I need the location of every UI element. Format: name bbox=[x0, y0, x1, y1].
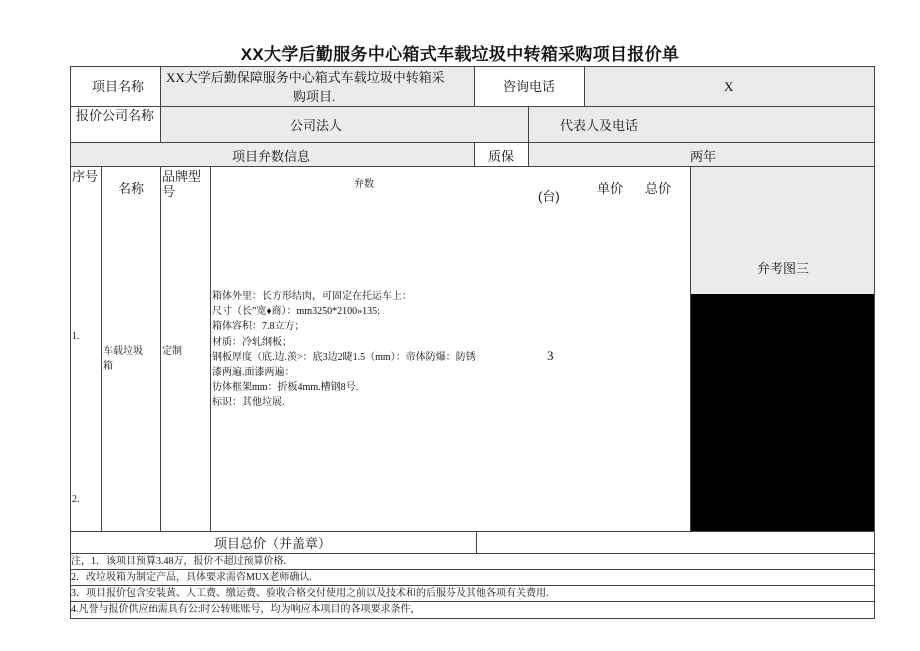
consult-phone-value: X bbox=[724, 79, 734, 94]
spec-line: 彷体框架mm：折板4mm.槽钢8号. bbox=[212, 382, 359, 394]
grid-line bbox=[528, 142, 529, 166]
spec-line: 漆两遍.面漆两遍： bbox=[212, 367, 295, 379]
spec-line: 材质：冷轧纲板； bbox=[212, 336, 292, 348]
grid-line bbox=[476, 531, 477, 553]
reference-image bbox=[690, 294, 874, 531]
grid-line bbox=[70, 66, 71, 618]
grid-line bbox=[70, 142, 875, 143]
col-total-price: 总价 bbox=[645, 181, 672, 196]
col-params: 弁数 bbox=[354, 179, 374, 190]
col-reference: 弁考图三 bbox=[757, 261, 810, 276]
col-brand-line2: 号 bbox=[162, 184, 176, 199]
grid-line bbox=[70, 166, 875, 167]
grid-line bbox=[70, 618, 875, 619]
col-qty-unit: (台) bbox=[538, 189, 560, 204]
col-brand-line1: 品牌型 bbox=[162, 169, 202, 184]
row-1-name-line2: 箱 bbox=[103, 361, 113, 372]
consult-phone-label: 咨询电话 bbox=[503, 79, 556, 94]
grid-line bbox=[70, 553, 875, 554]
row-1-qty: 3 bbox=[547, 348, 554, 363]
grid-line bbox=[70, 569, 875, 570]
grid-line bbox=[70, 531, 875, 532]
project-name-value-line2: 购项目. bbox=[293, 89, 336, 104]
spec-line: 尺寸（长”宽♦商）：mm3250*2100»135: bbox=[212, 306, 380, 318]
grid-line bbox=[70, 66, 875, 67]
grid-line bbox=[160, 66, 161, 142]
note-4: 4.凡誉与报价供应ffi需具有公:时公转账账号，均为响应本项目的各项要求条件， bbox=[71, 604, 421, 615]
grid-line bbox=[474, 66, 475, 106]
spec-line: 箱体容积：7.8立方； bbox=[212, 321, 305, 333]
warranty-label: 质保 bbox=[488, 149, 515, 164]
param-info-label: 项目弁数信息 bbox=[232, 149, 311, 164]
col-name: 名称 bbox=[118, 181, 145, 196]
quote-company-value-bg bbox=[160, 106, 874, 142]
row-1-brand: 定制 bbox=[162, 346, 182, 357]
row-2-seq: 2. bbox=[72, 494, 80, 505]
spec-line: 钢板厚度（底.边.羡>：底3边2睫1.5（mm）：帝体防爆：防锈 bbox=[212, 351, 476, 363]
col-unit-price: 单价 bbox=[597, 181, 624, 196]
grid-line bbox=[874, 66, 875, 618]
project-name-label: 项目名称 bbox=[92, 79, 145, 94]
grid-line bbox=[210, 166, 211, 531]
note-2: 2．改垃圾箱为制定产品，具体要求需咨MUX老师确认. bbox=[71, 572, 312, 583]
quote-company-label: 报价公司名称 bbox=[76, 108, 155, 123]
project-name-value-line1: XX大学后勤保障服务中心箱式车载垃圾中转箱采 bbox=[166, 70, 445, 85]
row-1-spec bbox=[212, 289, 524, 411]
grid-line bbox=[474, 142, 475, 166]
total-label: 项目总价（并盖章） bbox=[214, 536, 332, 551]
note-3: 3．项目报价包含安装黄、人工费、缴运费、验收合格交付使用之前以及技术和的后服芬及其他各项有关费用. bbox=[71, 588, 549, 599]
grid-line bbox=[101, 166, 102, 531]
page-title: XX大学后勤服务中心箱式车载垃圾中转箱采购项目报价单 bbox=[240, 45, 680, 64]
grid-line bbox=[70, 601, 875, 602]
note-1: 注，1．该项目预算3.48万，报价不超过预算价格. bbox=[71, 556, 286, 567]
col-seq: 序号 bbox=[72, 169, 99, 184]
grid-line bbox=[584, 66, 585, 106]
warranty-value: 两年 bbox=[690, 149, 717, 164]
spec-line: 箱体外里：长方形结肉，可固定在托运车上： bbox=[212, 291, 412, 302]
grid-line bbox=[690, 166, 691, 531]
row-1-name-line1: 车载垃圾 bbox=[103, 346, 143, 357]
grid-line bbox=[70, 585, 875, 586]
grid-line bbox=[528, 106, 529, 142]
grid-line bbox=[160, 166, 161, 531]
representative-label: 代表人及电话 bbox=[560, 118, 639, 133]
spec-line: 标识：其他垃展. bbox=[212, 397, 285, 409]
grid-line bbox=[70, 106, 875, 107]
row-1-seq: 1. bbox=[72, 331, 80, 342]
legal-person-label: 公司法人 bbox=[290, 118, 343, 133]
